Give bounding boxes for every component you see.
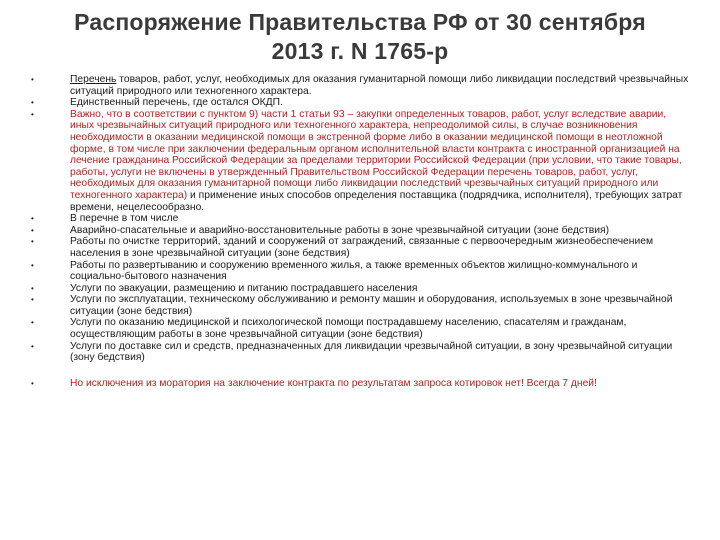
- perechen-link[interactable]: Перечень: [70, 74, 117, 85]
- list-item-clearing-works: [24, 236, 690, 259]
- slide-title-line-1: Распоряжение Правительства РФ от 30 сентября: [74, 9, 646, 35]
- slide-title: [40, 8, 680, 66]
- bullet-icon: •: [31, 214, 34, 224]
- important-note-text: Важно, что в соответствии с пунктом 9) части 1 статьи 93 – закупки определенных товаров, работ, услуг вследствие аварии, иных чрезвычайных ситуаций природного или техногенного характера, непреодолимой силы, в случае возникновения необходимости в оказании медицинской помощи в экстренной форме либо в оказании медицинской помощи в неотложной форме, в том числе при заключении федеральным органом исполнительной власти контракта с иностранной организацией на лечение гражданина Российской Федерации за пределами территории Российской Федерации: [70, 108, 680, 167]
- bullet-icon: •: [31, 341, 34, 351]
- list-item-text: Услуги по оказанию медицинской и психологической помощи пострадавшему населению, спасателям и гражданам, осуществляющим работы в зоне чрезвычайной ситуации (зоне бедствия): [70, 317, 627, 341]
- list-item-temporary-housing: [24, 260, 690, 283]
- slide-title-line-2: 2013 г. N 1765-р: [271, 38, 449, 64]
- bullet-icon: •: [31, 318, 34, 328]
- list-item-medical-help: [24, 317, 690, 340]
- list-item-text: Услуги по доставке сил и средств, предназначенных для ликвидации чрезвычайной ситуации, в зону чрезвычайной ситуации (зону бедствия): [70, 340, 673, 364]
- bullet-icon: •: [31, 283, 34, 293]
- important-note-condition: (при условии, что такие товары, работы, услуги не включены в утвержденный Правительством Российской Федерации перечень товаров, работ, услуг, необходимых для оказания гуманитарной помощи либо ликвидации последствий чрезвычайных ситуаций природного или техногенного характера): [70, 155, 682, 201]
- moratorium-note-text: Но исключения из моратория на заключение контракта по результатам запроса котировок нет! Всегда 7 дней!: [70, 377, 597, 389]
- list-item-okdp: [24, 97, 690, 109]
- bullet-icon: •: [31, 237, 34, 247]
- bullet-icon: •: [31, 98, 34, 108]
- bullet-icon: •: [31, 295, 34, 305]
- list-item-text: Аварийно-спасательные и аварийно-восстановительные работы в зоне чрезвычайной ситуации (зоне бедствия): [70, 224, 610, 236]
- list-item-equipment-maintenance: [24, 294, 690, 317]
- list-item-including: [24, 213, 690, 225]
- list-item-moratorium-note: [24, 378, 690, 390]
- bullet-icon: •: [31, 260, 34, 270]
- list-item-important-note: [24, 109, 690, 213]
- list-item-text: Единственный перечень, где остался ОКДП.: [70, 97, 283, 109]
- list-item-text: Работы по развертыванию и сооружению временного жилья, а также временных объектов жилищно-коммунального и социально-бытового назначения: [70, 259, 638, 283]
- bullet-icon: •: [31, 225, 34, 235]
- bullet-icon: •: [31, 75, 34, 84]
- list-item-evacuation: [24, 283, 690, 295]
- list-item-text: товаров, работ, услуг, необходимых для оказания гуманитарной помощи либо ликвидации последствий чрезвычайных ситуаций природного или техногенного характера.: [70, 74, 689, 97]
- list-item-text: В перечне в том числе: [70, 213, 179, 225]
- list-item-rescue-works: [24, 225, 690, 237]
- bullet-icon: •: [31, 378, 34, 388]
- list-item-text: Работы по очистке территорий, зданий и сооружений от заграждений, связанные с первоочередным жизнеобеспечением населения в зоне чрезвычайной ситуации (зоне бедствия): [70, 236, 654, 259]
- list-item-delivery: [24, 341, 690, 364]
- important-note-tail: и применение иных способов определения поставщика (подрядчика, исполнителя), требующих затрат времени, нецелесообразно.: [70, 189, 683, 213]
- list-item-text: Услуги по эксплуатации, техническому обслуживанию и ремонту машин и оборудования, используемых в зоне чрезвычайной ситуации (зоне бедствия): [70, 294, 673, 317]
- bullet-icon: •: [31, 109, 34, 119]
- list-item-text: Услуги по эвакуации, размещению и питанию пострадавшего населения: [70, 282, 418, 294]
- bullet-list: [24, 74, 690, 389]
- list-item-perechen: [24, 74, 690, 97]
